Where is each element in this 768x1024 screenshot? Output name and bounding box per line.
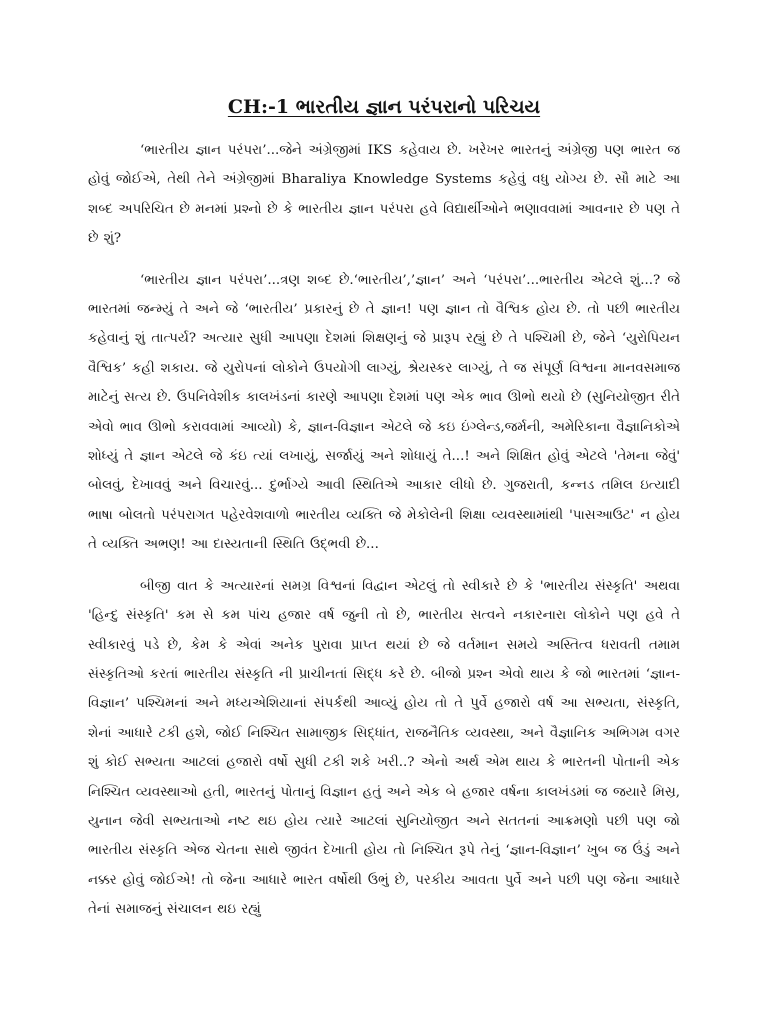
paragraph-3: બીજી વાત કે અત્યારનાં સમગ્ર વિશ્વનાં વિદ્વાન એટલું તો સ્વીકારે છે કે 'ભારતીય સંસ્કૃતિ' અથવા 'હિન્દુ સંસ્કૃતિ' કમ સે કમ પાંચ હજાર વર્ષ જુની તો છે, ભારતીય સત્વને નકારનારા લોકોને પણ હવે તે સ્વીકારવું પડે છે, કેમ કે એવાં અનેક પુરાવા પ્રાપ્ત થયાં છે જે વર્તમાન સમયે અસ્તિત્વ ધરાવતી તમામ સંસ્કૃતિઓ કરતાં ભારતીય સંસ્કૃતિ ની પ્રાચીનતાં સિદ્ધ કરે છે. બીજો પ્રશ્ન એવો થાય કે જો ભારતમાં ‘જ્ઞાન-વિજ્ઞાન’ પશ્ચિમનાં અને મધ્યએશિયાનાં સંપર્કથી આવ્યું હોય તો તે પુર્વે હજારો વર્ષ આ સભ્યતા, સંસ્કૃતિ, શેનાં આધારે ટકી હશે, જોઈ નિશ્ચિત સામાજીક સિદ્ધાંત, રાજનૈતિક વ્યવસ્થા, અને વૈજ્ઞાનિક અભિગમ વગર શું કોઈ સભ્યતા આટલાં હજારો વર્ષો સુધી ટકી શકે ખરી..? એનો અર્થ એમ થાય કે ભારતની પોતાની એક નિશ્ચિત વ્યવસ્થાઓ હતી, ભારતનું પોતાનું વિજ્ઞાન હતું અને એક બે હજાર વર્ષના કાલખંડમાં જ જયારે મિસ્ર, યુનાન જેવી સભ્યતાઓ નષ્ટ થઇ હોય ત્યારે આટલાં સુનિયોજીત અને સતતનાં આક્રમણો પછી પણ જો ભારતીય સંસ્કૃતિ એજ ચેતના સાથે જીવંત દેખાતી હોય તો નિશ્ચિત રૂપે તેનું ‘જ્ઞાન-વિજ્ઞાન’ ખુબ જ ઉંડું અને નક્કર હોવું જોઈએ! તો જેના આધારે ભારત વર્ષોથી ઉભું છે, પરકીય આવતા પુર્વે અને પછી પણ જેના આધારે તેનાં સમાજનું સંચાલન થઇ રહ્યું xyxy=(88,578,680,918)
paragraph-1: ‘ભારતીય જ્ઞાન પરંપરા’...જેને અંગ્રેજીમાં IKS કહેવાય છે. ખરેખર ભારતનું અંગ્રેજી પણ ભારત જ હોવું જોઈએ, તેથી તેને અંગ્રેજીમાં Bharaliya Knowledge Systems કહેવું વધુ યોગ્ય છે. સૌ માટે આ શબ્દ અપરિચિત છે મનમાં પ્રશ્નો છે કે ભારતીય જ્ઞાન પરંપરા હવે વિદ્યાર્થીઓને ભણાવવામાં આવનાર છે પણ તે છે શું? xyxy=(88,143,680,247)
chapter-title: CH:-1 ભારતીય જ્ઞાન પરંપરાનો પરિચય xyxy=(227,96,541,118)
paragraph-2: ‘ભારતીય જ્ઞાન પરંપરા’...ત્રણ શબ્દ છે.‘ભારતીય’,’જ્ઞાન’ અને ‘પરંપરા’...ભારતીય એટલે શું...? જે ભારતમાં જન્મ્યું તે અને જે ‘ભારતીય’ પ્રકારનું છે તે જ્ઞાન! પણ જ્ઞાન તો વૈશ્વિક હોય છે. તો પછી ભારતીય કહેવાનું શું તાત્પર્ય? અત્યાર સુધી આપણા દેશમાં શિક્ષણનું જે પ્રારૂપ રહ્યું છે તે પશ્ચિમી છે, જેને ‘યુરોપિયન વૈશ્વિક’ કહી શકાય. જે યુરોપનાં લોકોને ઉપયોગી લાગ્યું, શ્રેયસ્કર લાગ્યું, તે જ સંપૂર્ણ વિશ્વના માનવસમાજ માટેનું સત્ય છે. ઉપનિવેશીક કાલખંડનાં કારણે આપણા દેશમાં પણ એક ભાવ ઊભો થયો છે (સુનિયોજીત રીતે એવો ભાવ ઊભો કરાવવામાં આવ્યો) કે, જ્ઞાન-વિજ્ઞાન એટલે જે કઇ ઇંગ્લેન્ડ,જર્મની, અમેરિકાના વૈજ્ઞાનિકોએ શોધ્યું તે જ્ઞાન એટલે જે કંઇ ત્યાં લખાયું, સર્જાયું અને શોધાયું તે...! અને શિક્ષિત હોવું એટલે 'તેમના જેવું' બોલવું, દેખાવવું અને વિચારવું... દુર્ભાગ્યે આવી સ્થિતિએ આકાર લીધો છે. ગુજરાતી, કન્નડ તમિલ ઇત્યાદી ભાષા બોલતો પરંપરાગત પહેરવેશવાળો ભારતીય વ્યક્તિ જે મેકોલેની શિક્ષા વ્યવસ્થામાંથી 'પાસઆઉટ' ન હોય તે વ્યક્તિ અભણ! આ દાસ્યતાની સ્થિતિ ઉદ્ભવી છે... xyxy=(88,272,680,553)
